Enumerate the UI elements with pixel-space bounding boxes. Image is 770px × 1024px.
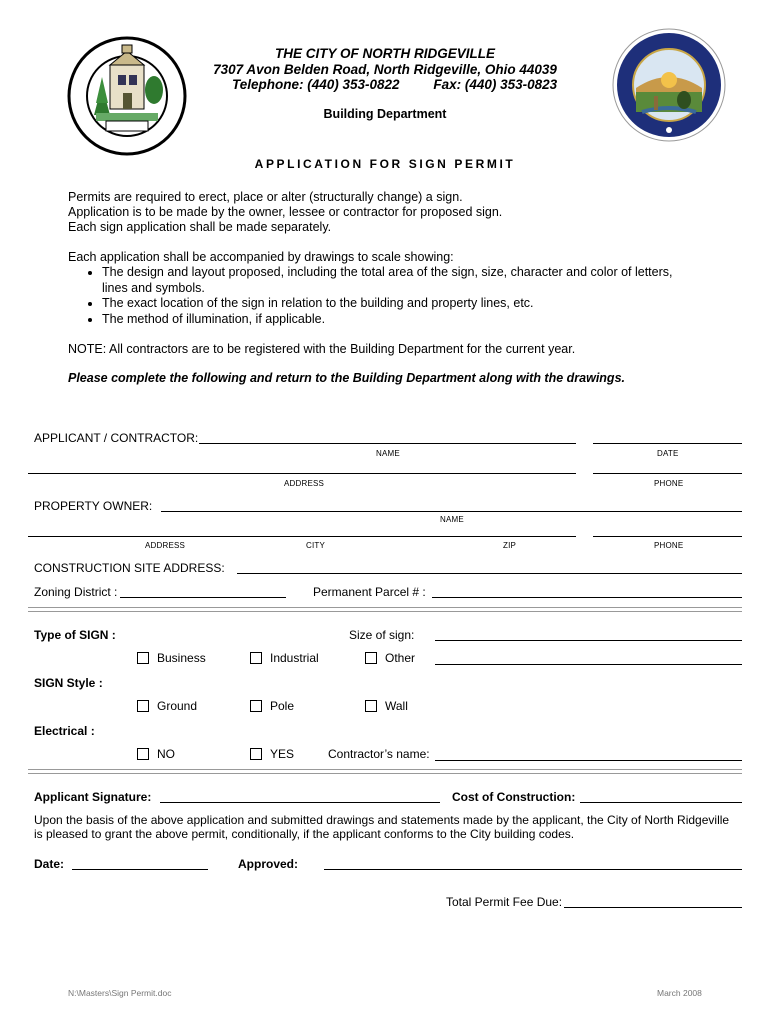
approval-date-field[interactable] [72, 869, 208, 870]
size-of-sign-label: Size of sign: [349, 628, 415, 642]
parcel-field[interactable] [432, 597, 742, 598]
name-caption: NAME [376, 449, 400, 458]
owner-city-caption: CITY [306, 541, 326, 550]
checkbox-box[interactable] [365, 652, 377, 664]
fax: Fax: (440) 353-0823 [433, 77, 558, 92]
contact-line [232, 77, 557, 92]
form-title: APPLICATION FOR SIGN PERMIT [254, 157, 516, 171]
checkbox-box[interactable] [137, 700, 149, 712]
property-owner-label: PROPERTY OWNER: [34, 499, 153, 513]
intro-paragraph-4: Each application shall be accompanied by drawings to scale showing: [68, 250, 454, 264]
construction-site-label: CONSTRUCTION SITE ADDRESS: [34, 561, 225, 575]
checkbox-box[interactable] [137, 748, 149, 760]
total-permit-fee-label: Total Permit Fee Due: [446, 895, 563, 909]
pole-checkbox[interactable] [250, 699, 294, 713]
date-label: Date: [34, 857, 65, 871]
applicant-address-field[interactable] [28, 473, 576, 474]
sign-style-label: SIGN Style : [34, 676, 103, 690]
applicant-label: APPLICANT / CONTRACTOR: [34, 431, 199, 445]
cost-of-construction-field[interactable] [580, 802, 742, 803]
parcel-label: Permanent Parcel # : [313, 585, 426, 599]
total-permit-fee-field[interactable] [564, 907, 742, 908]
approved-label: Approved: [238, 857, 298, 871]
other-type-field[interactable] [435, 664, 742, 665]
intro-paragraph-3: Each sign application shall be made separately. [68, 220, 332, 234]
intro-paragraph-2: Application is to be made by the owner, lessee or contractor for proposed sign. [68, 205, 503, 219]
applicant-signature-label: Applicant Signature: [34, 790, 152, 804]
requirements-list [68, 265, 688, 327]
checkbox-label: Business [157, 651, 206, 665]
other-checkbox[interactable] [365, 651, 415, 665]
requirement-item: • The design and layout proposed, including the total area of the sign, size, character and color of letters, lines and symbols. [102, 265, 688, 296]
requirement-item: • The exact location of the sign in relation to the building and property lines, etc. [102, 296, 688, 312]
section-divider [28, 773, 742, 774]
owner-zip-caption: ZIP [503, 541, 517, 550]
applicant-signature-field[interactable] [160, 802, 440, 803]
phone-caption: PHONE [654, 479, 684, 488]
owner-phone-caption: PHONE [654, 541, 684, 550]
telephone: Telephone: (440) 353-0822 [232, 77, 400, 92]
checkbox-label: Industrial [270, 651, 319, 665]
return-instruction: Please complete the following and return to the Building Department along with the drawings. [68, 371, 625, 385]
department-title: Building Department [323, 107, 447, 121]
date-caption: DATE [657, 449, 679, 458]
owner-address-field[interactable] [28, 536, 576, 537]
checkbox-box[interactable] [365, 700, 377, 712]
size-of-sign-field[interactable] [435, 640, 742, 641]
owner-address-caption: ADDRESS [145, 541, 186, 550]
applicant-date-field[interactable] [593, 443, 742, 444]
electrical-label: Electrical : [34, 724, 95, 738]
construction-site-field[interactable] [237, 573, 742, 574]
type-of-sign-label: Type of SIGN : [34, 628, 116, 642]
ground-checkbox[interactable] [137, 699, 197, 713]
revision-date: March 2008 [657, 988, 702, 998]
business-checkbox[interactable] [137, 651, 206, 665]
section-divider [28, 769, 742, 770]
applicant-phone-field[interactable] [593, 473, 742, 474]
checkbox-label: Ground [157, 699, 198, 713]
intro-paragraph-1: Permits are required to erect, place or alter (structurally change) a sign. [68, 190, 463, 204]
city-seal-logo [66, 35, 188, 157]
address-caption: ADDRESS [284, 479, 325, 488]
checkbox-label: Other [385, 651, 416, 665]
owner-name-field[interactable] [161, 511, 742, 512]
file-path: N:\Masters\Sign Permit.doc [68, 988, 172, 998]
electrical-no-checkbox[interactable] [137, 747, 175, 761]
section-divider [28, 611, 742, 612]
approval-statement: Upon the basis of the above application and submitted drawings and statements made by the applicant, the City of North Ridgeville is pleased to grant the above permit, conditionally, if the applicant conforms to the City building codes. [34, 813, 730, 841]
checkbox-label: NO [157, 747, 175, 761]
checkbox-box[interactable] [250, 700, 262, 712]
checkbox-label: Pole [270, 699, 295, 713]
checkbox-label: Wall [385, 699, 408, 713]
owner-name-caption: NAME [440, 515, 464, 524]
checkbox-box[interactable] [250, 748, 262, 760]
zoning-district-field[interactable] [120, 597, 286, 598]
contractor-note: NOTE: All contractors are to be registered with the Building Department for the current year. [68, 342, 576, 356]
city-address: 7307 Avon Belden Road, North Ridgeville, Ohio 44039 [213, 62, 557, 77]
owner-phone-field[interactable] [593, 536, 742, 537]
checkbox-box[interactable] [250, 652, 262, 664]
ohio-state-seal-logo [612, 28, 726, 142]
approved-field[interactable] [324, 869, 742, 870]
industrial-checkbox[interactable] [250, 651, 319, 665]
zoning-district-label: Zoning District : [34, 585, 118, 599]
checkbox-box[interactable] [137, 652, 149, 664]
contractor-name-field[interactable] [435, 760, 742, 761]
wall-checkbox[interactable] [365, 699, 408, 713]
contractor-name-label: Contractor’s name: [328, 747, 430, 761]
cost-of-construction-label: Cost of Construction: [452, 790, 576, 804]
city-name: THE CITY OF NORTH RIDGEVILLE [274, 46, 495, 61]
applicant-name-field[interactable] [199, 443, 576, 444]
checkbox-label: YES [270, 747, 295, 761]
electrical-yes-checkbox[interactable] [250, 747, 294, 761]
requirement-item: • The method of illumination, if applicable. [102, 312, 688, 328]
section-divider [28, 607, 742, 608]
